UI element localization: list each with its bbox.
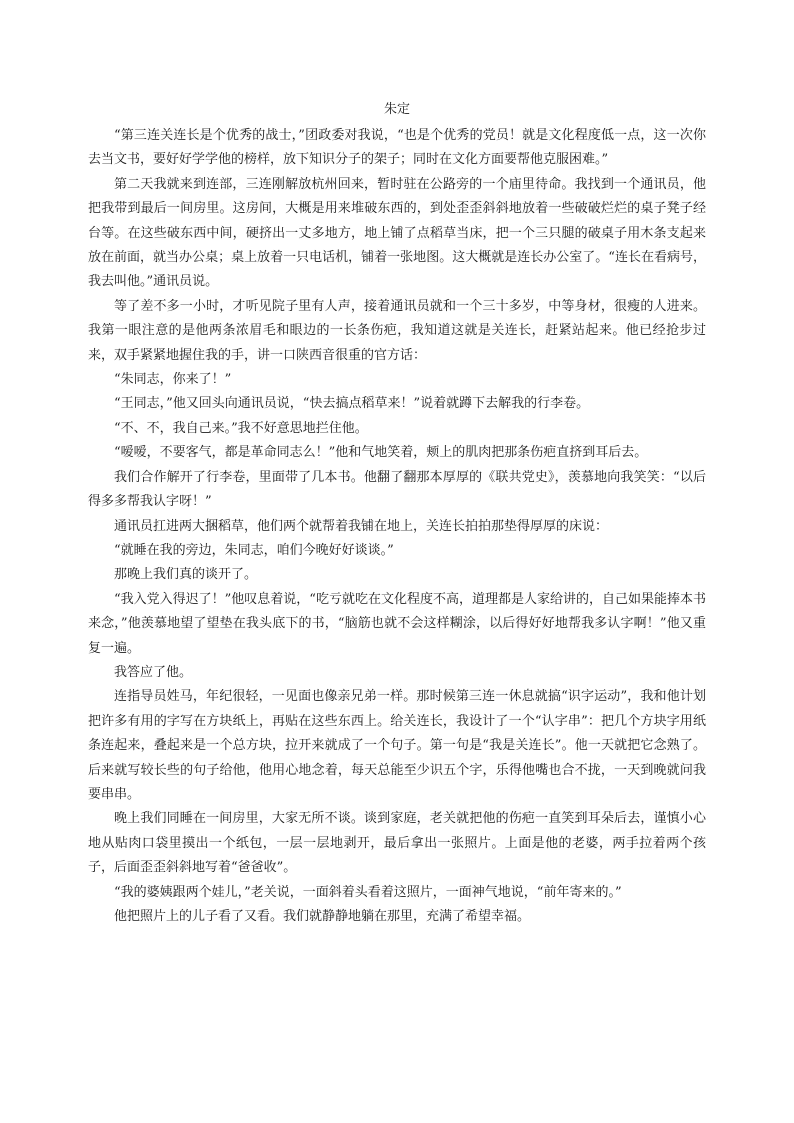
paragraph: “朱同志，你来了！” [114, 372, 232, 388]
paragraph: “我入党入得迟了！”他叹息着说，“吃亏就吃在文化程度不高，道理都是人家给讲的，自己如果能捧本书来念，”他羡慕地望了望垫在我头底下的书，“脑筋也就不会这样糊涂，以后得好好地帮我多认字啊！”他又重复一遍。 [88, 591, 706, 656]
article-body [88, 124, 706, 929]
paragraph: 我答应了他。 [114, 664, 193, 680]
paragraph: “不、不，我自己来。”我不好意思地拦住他。 [114, 420, 368, 436]
paragraph: 晚上我们同睡在一间房里，大家无所不谈。谈到家庭，老关就把他的伤疤一直笑到耳朵后去，谨慎小心地从贴肉口袋里摸出一个纸包，一层一层地剥开，最后拿出一张照片。上面是他的老婆，两手拉着两个孩子，后面歪歪斜斜地写着“爸爸收”。 [88, 811, 706, 876]
paragraph: “我的婆姨跟两个娃儿，”老关说，一面斜着头看着这照片，一面神气地说，“前年寄来的。” [114, 884, 622, 900]
paragraph: 通讯员扛进两大捆稻草，他们两个就帮着我铺在地上，关连长拍拍那垫得厚厚的床说： [114, 518, 609, 534]
paragraph: 连指导员姓马，年纪很轻，一见面也像亲兄弟一样。那时候第三连一休息就搞“识字运动”，我和他计划把许多有用的字写在方块纸上，再贴在这些东西上。给关连长，我设计了一个“认字串”：把几个方块字用纸条连起来，叠起来是一个总方块，拉开来就成了一个句子。第一句是“我是关连长”。他一天就把它念熟了。后来就写较长些的句子给他，他用心地念着，每天总能至少识五个字，乐得他嘴也合不拢，一天到晚就问我要串串。 [88, 689, 706, 802]
paragraph: 他把照片上的儿子看了又看。我们就静静地躺在那里，充满了希望幸福。 [114, 909, 531, 924]
paragraph: 第二天我就来到连部，三连刚解放杭州回来，暂时驻在公路旁的一个庙里待命。我找到一个通讯员，他把我带到最后一间房里。这房间，大概是用来堆破东西的，到处歪歪斜斜地放着一些破破烂烂的桌子凳子经台等。在这些破东西中间，硬挤出一丈多地方，地上铺了点稻草当床，把一个三只腿的破桌子用木条支起来放在前面，就当办公桌；桌上放着一只电话机，铺着一张地图。这大概就是连长办公室了。“连长在看病号，我去叫他。”通讯员说。 [88, 176, 706, 290]
paragraph: “嗳嗳，不要客气，都是革命同志么！”他和气地笑着，颊上的肌肉把那条伤疤直挤到耳后去。 [114, 445, 648, 461]
paragraph: 等了差不多一小时，才听见院子里有人声，接着通讯员就和一个三十多岁，中等身材，很瘦的人进来。我第一眼注意的是他两条浓眉毛和眼边的一长条伤疤，我知道这就是关连长，赶紧站起来。他已经抢步过来，双手紧紧地握住我的手，讲一口陕西音很重的官方话： [88, 298, 706, 363]
paragraph: “就睡在我的旁边，朱同志，咱们今晚好好谈谈。” [114, 542, 394, 558]
paragraph: 那晚上我们真的谈开了。 [114, 567, 258, 583]
paragraph: “第三连关连长是个优秀的战士，”团政委对我说，“也是个优秀的党员！就是文化程度低一点，这一次你去当文书，要好好学学他的榜样，放下知识分子的架子；同时在文化方面要帮他克服困难。” [88, 128, 706, 168]
paragraph: “王同志，”他又回头向通讯员说，“快去搞点稻草来！”说着就蹲下去解我的行李卷。 [114, 396, 590, 412]
author-name: 朱定 [383, 102, 410, 117]
paragraph: 我们合作解开了行李卷，里面带了几本书。他翻了翻那本厚厚的《联共党史》，羡慕地向我笑笑：“以后得多多帮我认字呀！” [88, 469, 706, 510]
